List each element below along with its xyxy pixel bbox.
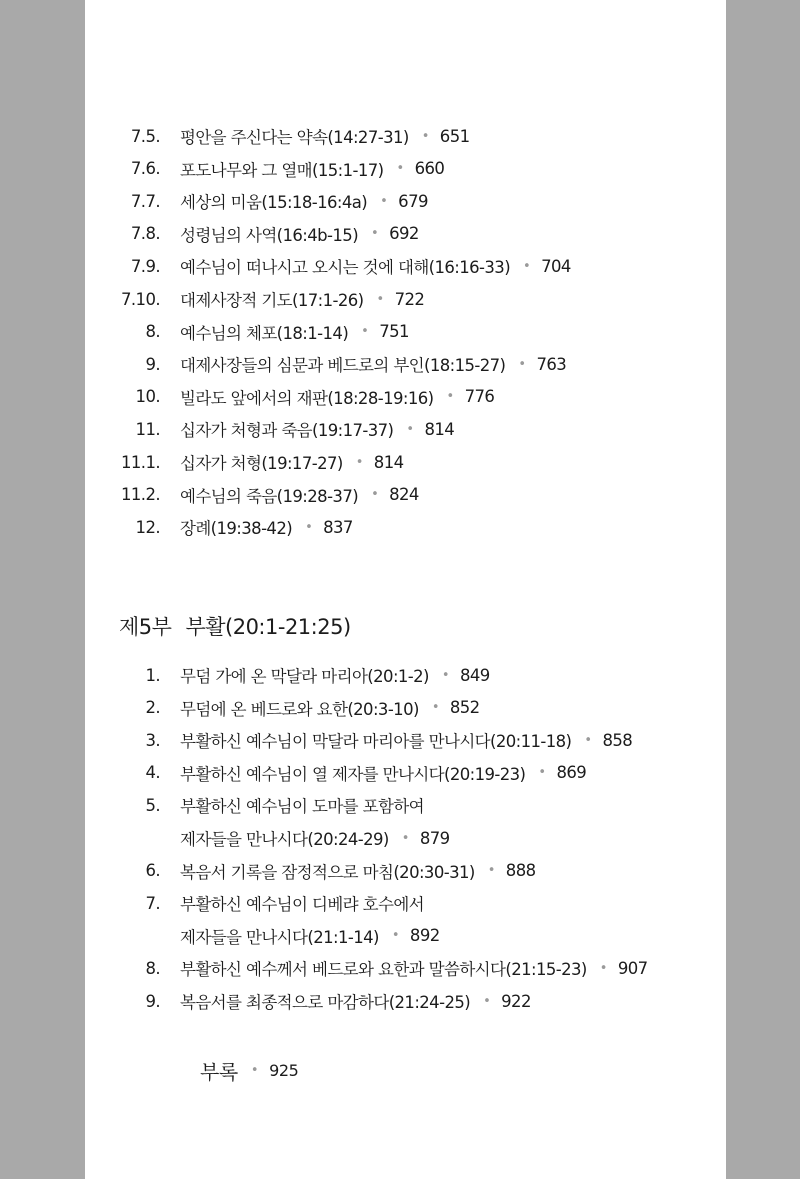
part-number: 제5부 bbox=[119, 615, 172, 639]
part-heading bbox=[119, 611, 351, 641]
entry-page-number: 849 bbox=[459, 665, 490, 685]
entry-number: 7.7. bbox=[130, 191, 160, 211]
toc-entry bbox=[85, 349, 566, 379]
entry-title: 세상의 미움(15:18-16:4a) bbox=[180, 193, 368, 213]
entry-title: 부활하신 예수께서 베드로와 요한과 말씀하시다(21:15-23) bbox=[180, 960, 587, 980]
separator-bullet: • bbox=[380, 193, 388, 209]
separator-bullet: • bbox=[391, 928, 399, 944]
separator-bullet: • bbox=[376, 291, 384, 307]
separator-bullet: • bbox=[584, 732, 592, 748]
entry-title: 무덤에 온 베드로와 요한(20:3-10) bbox=[180, 699, 419, 719]
separator-bullet: • bbox=[361, 324, 369, 340]
entry-number: 2. bbox=[145, 698, 160, 718]
separator-bullet: • bbox=[401, 830, 409, 846]
entry-number: 11.2. bbox=[121, 485, 160, 505]
separator-bullet: • bbox=[396, 161, 404, 177]
toc-entry bbox=[85, 888, 424, 918]
appendix-title: 부록 bbox=[200, 1060, 238, 1084]
separator-bullet: • bbox=[599, 960, 607, 976]
entry-number: 9. bbox=[145, 354, 160, 374]
entry-page-number: 852 bbox=[449, 698, 480, 718]
document-page bbox=[85, 0, 726, 1179]
entry-page-number: 692 bbox=[389, 224, 419, 244]
entry-title: 빌라도 앞에서의 재판(18:28-19:16) bbox=[180, 388, 434, 408]
entry-title: 평안을 주신다는 약속(14:27-31) bbox=[180, 128, 409, 147]
entry-title: 부활하신 예수님이 도마를 포함하여 bbox=[180, 797, 425, 817]
entry-title: 부활하신 예수님이 디베랴 호수에서 bbox=[180, 895, 425, 915]
appendix-entry bbox=[200, 1056, 298, 1085]
toc-entry bbox=[85, 693, 480, 723]
separator-bullet: • bbox=[421, 128, 429, 144]
entry-number: 4. bbox=[145, 763, 160, 783]
entry-page-number: 679 bbox=[398, 191, 428, 211]
entry-page-number: 704 bbox=[541, 256, 571, 276]
toc-entry bbox=[85, 758, 586, 788]
separator-bullet: • bbox=[371, 487, 379, 503]
entry-title: 무덤 가에 온 막달라 마리아(20:1-2) bbox=[180, 667, 429, 686]
entry-title: 부활하신 예수님이 열 제자를 만나시다(20:19-23) bbox=[180, 764, 526, 784]
entry-number: 3. bbox=[145, 730, 160, 750]
entry-number: 9. bbox=[145, 991, 160, 1011]
entry-number: 7.6. bbox=[130, 159, 160, 179]
separator-bullet: • bbox=[518, 356, 526, 372]
separator-bullet: • bbox=[487, 863, 495, 879]
entry-title: 제자들을 만나시다(20:24-29) bbox=[180, 830, 389, 849]
entry-page-number: 814 bbox=[424, 419, 455, 439]
separator-bullet: • bbox=[483, 993, 491, 1009]
toc-entry bbox=[85, 251, 571, 281]
separator-bullet: • bbox=[250, 1063, 259, 1078]
entry-page-number: 879 bbox=[419, 828, 450, 848]
entry-number: 11.1. bbox=[121, 452, 160, 472]
entry-number: 7. bbox=[145, 893, 160, 913]
entry-number: 7.5. bbox=[130, 126, 160, 146]
separator-bullet: • bbox=[446, 389, 454, 405]
toc-entry bbox=[85, 790, 424, 820]
entry-page-number: 660 bbox=[414, 159, 445, 179]
entry-page-number: 751 bbox=[379, 322, 409, 342]
entry-title: 십자가 처형(19:17-27) bbox=[180, 454, 343, 473]
entry-number: 7.8. bbox=[130, 224, 160, 244]
entry-title: 복음서를 최종적으로 마감하다(21:24-25) bbox=[180, 993, 471, 1012]
toc-entry bbox=[85, 447, 404, 477]
separator-bullet: • bbox=[431, 700, 439, 716]
toc-entry bbox=[85, 856, 536, 886]
entry-number: 6. bbox=[145, 861, 160, 881]
separator-bullet: • bbox=[406, 421, 414, 437]
entry-title: 대제사장들의 심문과 베드로의 부인(18:15-27) bbox=[180, 356, 506, 376]
entry-page-number: 888 bbox=[505, 861, 536, 881]
entry-number: 5. bbox=[145, 795, 160, 815]
toc-entry bbox=[85, 284, 424, 314]
entry-page-number: 651 bbox=[439, 126, 470, 146]
toc-entry bbox=[85, 414, 454, 444]
entry-title: 부활하신 예수님이 막달라 마리아를 만나시다(20:11-18) bbox=[180, 732, 572, 752]
toc-entry bbox=[85, 725, 632, 755]
separator-bullet: • bbox=[538, 765, 546, 781]
separator-bullet: • bbox=[305, 519, 313, 535]
toc-entry bbox=[85, 121, 470, 151]
entry-title: 대제사장적 기도(17:1-26) bbox=[180, 291, 364, 310]
toc-entry bbox=[85, 512, 353, 542]
entry-title: 복음서 기록을 잠정적으로 마침(20:30-31) bbox=[180, 862, 475, 882]
toc-entry bbox=[85, 480, 419, 510]
entry-page-number: 722 bbox=[394, 289, 425, 309]
entry-number: 7.9. bbox=[130, 256, 160, 276]
entry-title: 포도나무와 그 열매(15:1-17) bbox=[180, 160, 384, 180]
toc-entry bbox=[85, 986, 531, 1016]
entry-title: 십자가 처형과 죽음(19:17-37) bbox=[180, 421, 394, 441]
toc-entry bbox=[85, 186, 428, 216]
entry-page-number: 837 bbox=[323, 517, 353, 537]
entry-page-number: 814 bbox=[373, 452, 404, 472]
entry-number: 10. bbox=[135, 387, 160, 407]
entry-number: 11. bbox=[135, 419, 160, 439]
separator-bullet: • bbox=[355, 454, 363, 470]
toc-entry bbox=[85, 317, 409, 347]
separator-bullet: • bbox=[441, 667, 449, 683]
entry-page-number: 869 bbox=[556, 763, 587, 783]
entry-number: 12. bbox=[135, 517, 160, 537]
entry-title: 예수님의 체포(18:1-14) bbox=[180, 323, 349, 343]
appendix-page-number: 925 bbox=[269, 1061, 299, 1080]
toc-entry bbox=[85, 953, 648, 983]
entry-number: 8. bbox=[145, 322, 160, 342]
entry-page-number: 907 bbox=[617, 958, 648, 978]
entry-page-number: 892 bbox=[409, 926, 440, 946]
part-title: 부활(20:1-21:25) bbox=[185, 615, 351, 639]
toc-entry bbox=[85, 921, 440, 951]
entry-page-number: 776 bbox=[464, 387, 495, 407]
entry-number: 1. bbox=[145, 665, 160, 685]
entry-page-number: 824 bbox=[389, 485, 419, 505]
toc-entry bbox=[85, 823, 450, 853]
entry-page-number: 922 bbox=[501, 991, 531, 1011]
entry-title: 장례(19:38-42) bbox=[180, 519, 293, 539]
toc-entry bbox=[85, 219, 419, 249]
entry-title: 예수님이 떠나시고 오시는 것에 대해(16:16-33) bbox=[180, 258, 511, 278]
separator-bullet: • bbox=[523, 258, 531, 274]
entry-page-number: 763 bbox=[536, 354, 567, 374]
toc-entry bbox=[85, 382, 494, 412]
entry-title: 제자들을 만나시다(21:1-14) bbox=[180, 927, 379, 947]
entry-title: 성령님의 사역(16:4b-15) bbox=[180, 225, 359, 245]
entry-number: 7.10. bbox=[121, 289, 160, 309]
entry-number: 8. bbox=[145, 958, 160, 978]
toc-entry bbox=[85, 660, 490, 690]
toc-entry bbox=[85, 154, 444, 184]
entry-page-number: 858 bbox=[602, 730, 633, 750]
separator-bullet: • bbox=[371, 226, 379, 242]
entry-title: 예수님의 죽음(19:28-37) bbox=[180, 486, 359, 506]
